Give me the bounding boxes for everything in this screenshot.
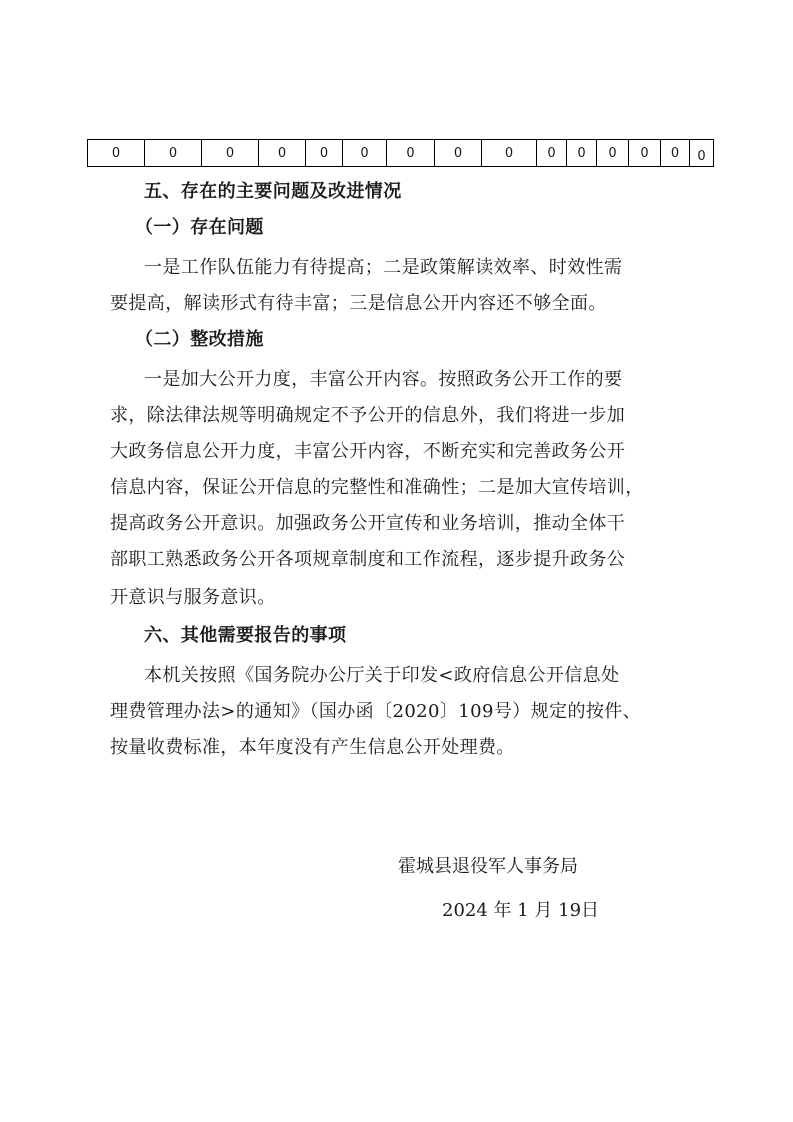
paragraph-line: 一是工作队伍能力有待提高；二是政策解读效率、时效性需: [144, 257, 623, 278]
table-cell: 0: [259, 140, 306, 166]
table-cell: 0: [482, 140, 537, 166]
paragraph-line: 信息内容，保证公开信息的完整性和准确性；二是加大宣传培训，: [110, 477, 644, 498]
subsection-problems-heading: （一）存在问题: [135, 217, 264, 238]
table-cell: 0: [567, 140, 597, 166]
paragraph-line: 部职工熟悉政务公开各项规章制度和工作流程，逐步提升政务公: [110, 549, 626, 570]
table-cell: 0: [697, 149, 706, 164]
paragraph-line: 本机关按照《国务院办公厅关于印发<政府信息公开信息处: [144, 665, 620, 686]
table-cell: 0: [306, 140, 343, 166]
signature-organization: 霍城县退役军人事务局: [398, 856, 578, 877]
paragraph-line: 要提高，解读形式有待丰富；三是信息公开内容还不够全面。: [110, 293, 607, 314]
table-cell: 0: [537, 140, 567, 166]
paragraph-line: 按量收费标准，本年度没有产生信息公开处理费。: [110, 737, 515, 758]
table-cell: 0: [88, 140, 145, 166]
section-6-heading: 六、其他需要报告的事项: [144, 625, 347, 646]
paragraph-line: 一是加大公开力度，丰富公开内容。按照政务公开工作的要: [144, 369, 623, 390]
table-cell: 0: [387, 140, 435, 166]
signature-date: 2024 年 1 月 19日: [442, 900, 600, 921]
table-cell: 0: [343, 140, 387, 166]
paragraph-line: 提高政务公开意识。加强政务公开宣传和业务培训，推动全体干: [110, 513, 626, 534]
table-cell: 0: [145, 140, 202, 166]
table-cell: 0: [661, 140, 690, 166]
paragraph-line: 理费管理办法>的通知》（国办函〔2020〕109号）规定的按件、: [110, 701, 642, 722]
table-cell: 0: [202, 140, 259, 166]
paragraph-line: 大政务信息公开力度，丰富公开内容，不断充实和完善政务公开: [110, 441, 626, 462]
table-cell: 0: [435, 140, 482, 166]
section-5-heading: 五、存在的主要问题及改进情况: [144, 181, 402, 202]
data-table-row: [87, 139, 714, 167]
subsection-measures-heading: （二）整改措施: [135, 329, 264, 350]
paragraph-line: 开意识与服务意识。: [110, 587, 276, 608]
table-cell: 0: [597, 140, 629, 166]
paragraph-line: 求，除法律法规等明确规定不予公开的信息外，我们将进一步加: [110, 405, 626, 426]
table-cell: 0: [629, 140, 661, 166]
